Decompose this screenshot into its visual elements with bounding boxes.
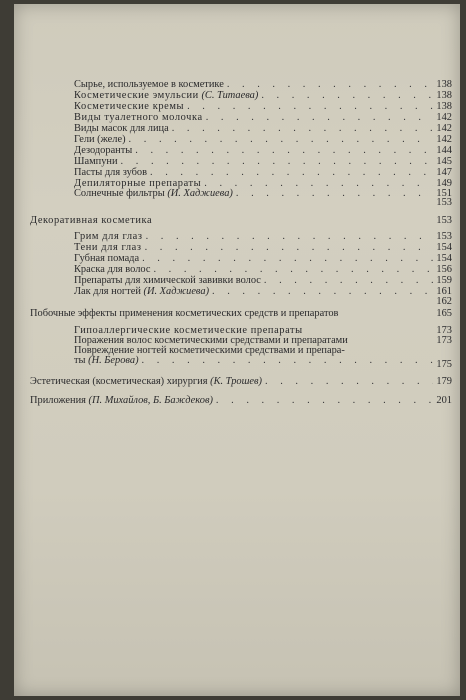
- dot-leader: [265, 377, 433, 388]
- entry-page: 156: [436, 264, 452, 275]
- entry-title: Шампуни: [74, 156, 118, 167]
- toc-section: [30, 396, 452, 407]
- toc-entry-page-only: [314, 198, 452, 209]
- toc-entry: [74, 168, 452, 179]
- section-title: Побочные эффекты применения косметических средств и препаратов: [30, 308, 339, 319]
- entry-title: Лак для ногтей: [74, 286, 141, 297]
- entry-page: 154: [436, 242, 452, 253]
- entry-page: 173: [436, 335, 452, 346]
- entry-title: Губная помада: [74, 253, 140, 264]
- entry-page: 138: [436, 101, 452, 112]
- dot-leader: [145, 243, 433, 254]
- toc-entry: [74, 102, 452, 113]
- section-page: 201: [436, 395, 452, 406]
- entry-title: Солнечные фильтры: [74, 188, 165, 199]
- section-author: (П. Михайлов, Б. Баждеков): [88, 395, 213, 406]
- toc-entry: [74, 146, 452, 157]
- dot-leader: [187, 102, 433, 113]
- entry-title: Косметические кремы: [74, 101, 185, 112]
- dot-leader: [204, 179, 433, 190]
- dot-leader: [216, 396, 433, 407]
- toc-entry: [74, 113, 452, 124]
- toc-section: [30, 216, 452, 227]
- toc-entry-page-only: [314, 297, 452, 308]
- entry-page: 142: [436, 123, 452, 134]
- dot-leader: [206, 113, 433, 124]
- section-page: 153: [436, 215, 452, 226]
- toc-entry: [74, 91, 452, 102]
- toc-entry-line-1: Повреждение ногтей косметическими средствами и препара-: [74, 345, 345, 356]
- dot-leader: [212, 287, 433, 298]
- dot-leader: [261, 91, 433, 102]
- entry-page: 149: [436, 178, 452, 189]
- section-title: Эстетическая (косметическая) хирургия: [30, 376, 208, 387]
- table-of-contents: [14, 4, 460, 696]
- entry-page: 147: [436, 167, 452, 178]
- toc-entry: [74, 276, 452, 287]
- toc-entry: [74, 287, 452, 298]
- entry-page: 173: [436, 325, 452, 336]
- entry-title: Гели (желе): [74, 134, 126, 145]
- entry-page: 175: [436, 359, 452, 370]
- entry-page: 138: [436, 79, 452, 90]
- entry-title: Препараты для химической завивки волос: [74, 275, 261, 286]
- toc-entry: [74, 243, 452, 254]
- entry-title: Поражения волос косметическими средствами и препаратами: [74, 335, 348, 346]
- toc-section: [30, 309, 452, 320]
- entry-title: Сырье, используемое в косметике: [74, 79, 224, 90]
- entry-title: Депиляторные препараты: [74, 178, 202, 189]
- section-page: 165: [436, 308, 452, 319]
- entry-page: 154: [436, 253, 452, 264]
- entry-author: (И. Хаджиева): [167, 188, 233, 199]
- entry-page: 144: [436, 145, 452, 156]
- entry-page: 142: [436, 134, 452, 145]
- dot-leader: [150, 168, 433, 179]
- entry-title: Краска для волос: [74, 264, 151, 275]
- entry-title-continuation: ты: [74, 355, 86, 366]
- entry-page: 161: [436, 286, 452, 297]
- entry-page: 159: [436, 275, 452, 286]
- entry-page: 138: [436, 90, 452, 101]
- entry-title: Пасты для зубов: [74, 167, 148, 178]
- entry-title: Косметические эмульсии: [74, 90, 199, 101]
- entry-title: Гипоаллергические косметические препараты: [74, 325, 303, 336]
- entry-page: 153: [436, 231, 452, 242]
- toc-entry: [74, 355, 452, 370]
- entry-title: Виды туалетного молочка: [74, 112, 203, 123]
- dot-leader: [121, 157, 433, 168]
- dot-leader: [135, 146, 433, 157]
- dot-leader: [153, 265, 433, 276]
- dot-leader: [227, 80, 433, 91]
- dot-leader: [142, 356, 433, 367]
- entry-author: (Н. Берова): [88, 355, 139, 366]
- entry-page: 142: [436, 112, 452, 123]
- entry-title: Виды масок для лица: [74, 123, 169, 134]
- book-page: [14, 4, 460, 696]
- dot-leader: [264, 276, 433, 287]
- toc-section: [30, 377, 452, 388]
- toc-entry: [74, 80, 452, 91]
- toc-entry: [74, 254, 452, 265]
- section-title: Приложения: [30, 395, 86, 406]
- entry-page: 162: [436, 296, 452, 307]
- section-page: 179: [436, 376, 452, 387]
- dot-leader: [172, 124, 433, 135]
- toc-entry: [74, 157, 452, 168]
- entry-author: (И. Хаджиева): [143, 286, 210, 297]
- entry-author: (С. Титаева): [201, 90, 259, 101]
- section-title: Декоративная косметика: [30, 215, 153, 226]
- entry-page: 151: [436, 188, 452, 199]
- entry-title: Грим для глаз: [74, 231, 143, 242]
- toc-entry: [74, 124, 452, 135]
- section-author: (К. Трошев): [210, 376, 263, 387]
- entry-page: 153: [436, 197, 452, 208]
- entry-title: Дезодоранты: [74, 145, 133, 156]
- toc-entry: [74, 265, 452, 276]
- toc-entry: [74, 135, 452, 146]
- dot-leader: [146, 232, 433, 243]
- toc-entry: [74, 232, 452, 243]
- entry-page: 145: [436, 156, 452, 167]
- dot-leader: [129, 135, 433, 146]
- entry-title: Тени для глаз: [74, 242, 142, 253]
- dot-leader: [142, 254, 433, 265]
